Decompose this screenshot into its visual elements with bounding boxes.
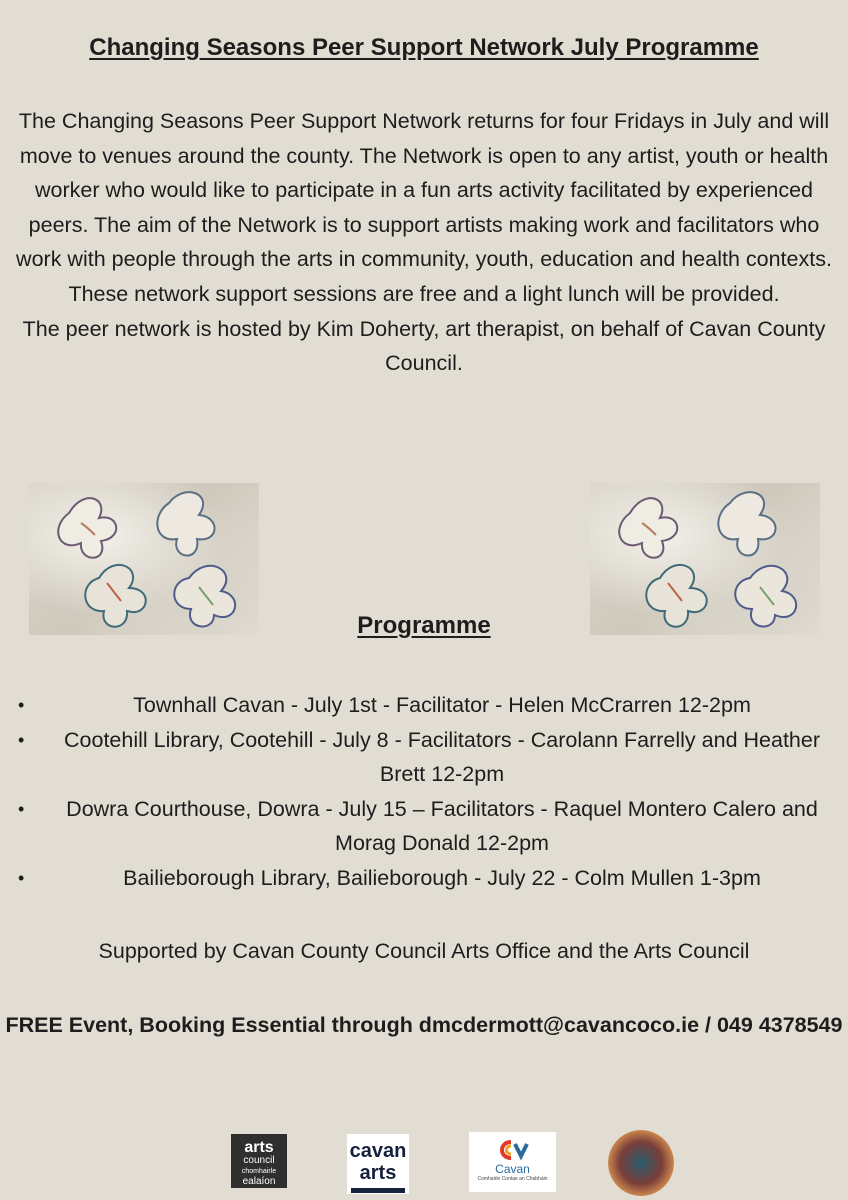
cavan-arts-logo-line2: arts	[359, 1162, 397, 1184]
programme-item-text: Dowra Courthouse, Dowra - July 15 – Facilitators - Raquel Montero Calero and Morag Donald 12-2pm	[66, 796, 818, 856]
programme-list	[14, 688, 840, 896]
bullet-icon: •	[18, 729, 25, 750]
cavan-arts-logo-line1: cavan	[349, 1140, 407, 1162]
host-paragraph: The peer network is hosted by Kim Doherty, art therapist, on behalf of Cavan County Council.	[22, 316, 826, 376]
programme-item	[14, 723, 840, 792]
programme-item-text: Townhall Cavan - July 1st - Facilitator - Helen McCrarren 12-2pm	[133, 693, 751, 717]
cavan-logo-tagline: Comhairle Contae an Chabháin	[477, 1176, 548, 1182]
arts-health-seal-icon	[608, 1130, 674, 1196]
booking-text: FREE Event, Booking Essential through dmcdermott@cavancoco.ie / 049 4378549	[5, 1013, 843, 1037]
programme-heading: Programme	[357, 612, 491, 639]
page-title: Changing Seasons Peer Support Network July Programme	[89, 34, 759, 61]
logo-strip	[0, 1130, 848, 1200]
programme-item	[14, 792, 840, 861]
supported-by-text: Supported by Cavan County Council Arts Office and the Arts Council	[98, 939, 750, 963]
arts-council-logo-sub2: ealaíon	[242, 1176, 276, 1187]
programme-item-text: Bailieborough Library, Bailieborough - July 22 - Colm Mullen 1-3pm	[123, 865, 761, 890]
bullet-icon: •	[18, 867, 25, 888]
cavan-county-council-logo	[469, 1132, 556, 1192]
programme-item	[14, 688, 840, 723]
bullet-icon: •	[18, 798, 25, 819]
cavan-arts-logo-bar	[351, 1188, 405, 1193]
cavan-swirl-icon	[493, 1138, 533, 1162]
arts-council-logo	[231, 1134, 287, 1188]
programme-item-text: Cootehill Library, Cootehill - July 8 - Facilitators - Carolann Farrelly and Heather Brett 12-2pm	[64, 727, 820, 787]
arts-council-logo-sub1: chomhairle	[241, 1168, 277, 1175]
cavan-arts-logo	[347, 1134, 409, 1194]
intro-text	[6, 104, 842, 381]
programme-item	[14, 861, 840, 896]
bullet-icon: •	[18, 695, 25, 715]
arts-council-logo-word2: council	[243, 1155, 275, 1166]
arts-council-logo-word: arts	[244, 1139, 274, 1156]
intro-paragraph: The Changing Seasons Peer Support Network returns for four Fridays in July and will move to venues around the county. The Network is open to any artist, youth or health worker who would like to participate in a fun arts activity facilitated by experienced peers. The aim of the Network is to support artists making work and facilitators who work with people through the arts in community, youth, education and health contexts. These network support sessions are free and a light lunch will be provided.	[16, 109, 832, 306]
cavan-logo-name: Cavan	[495, 1162, 530, 1176]
